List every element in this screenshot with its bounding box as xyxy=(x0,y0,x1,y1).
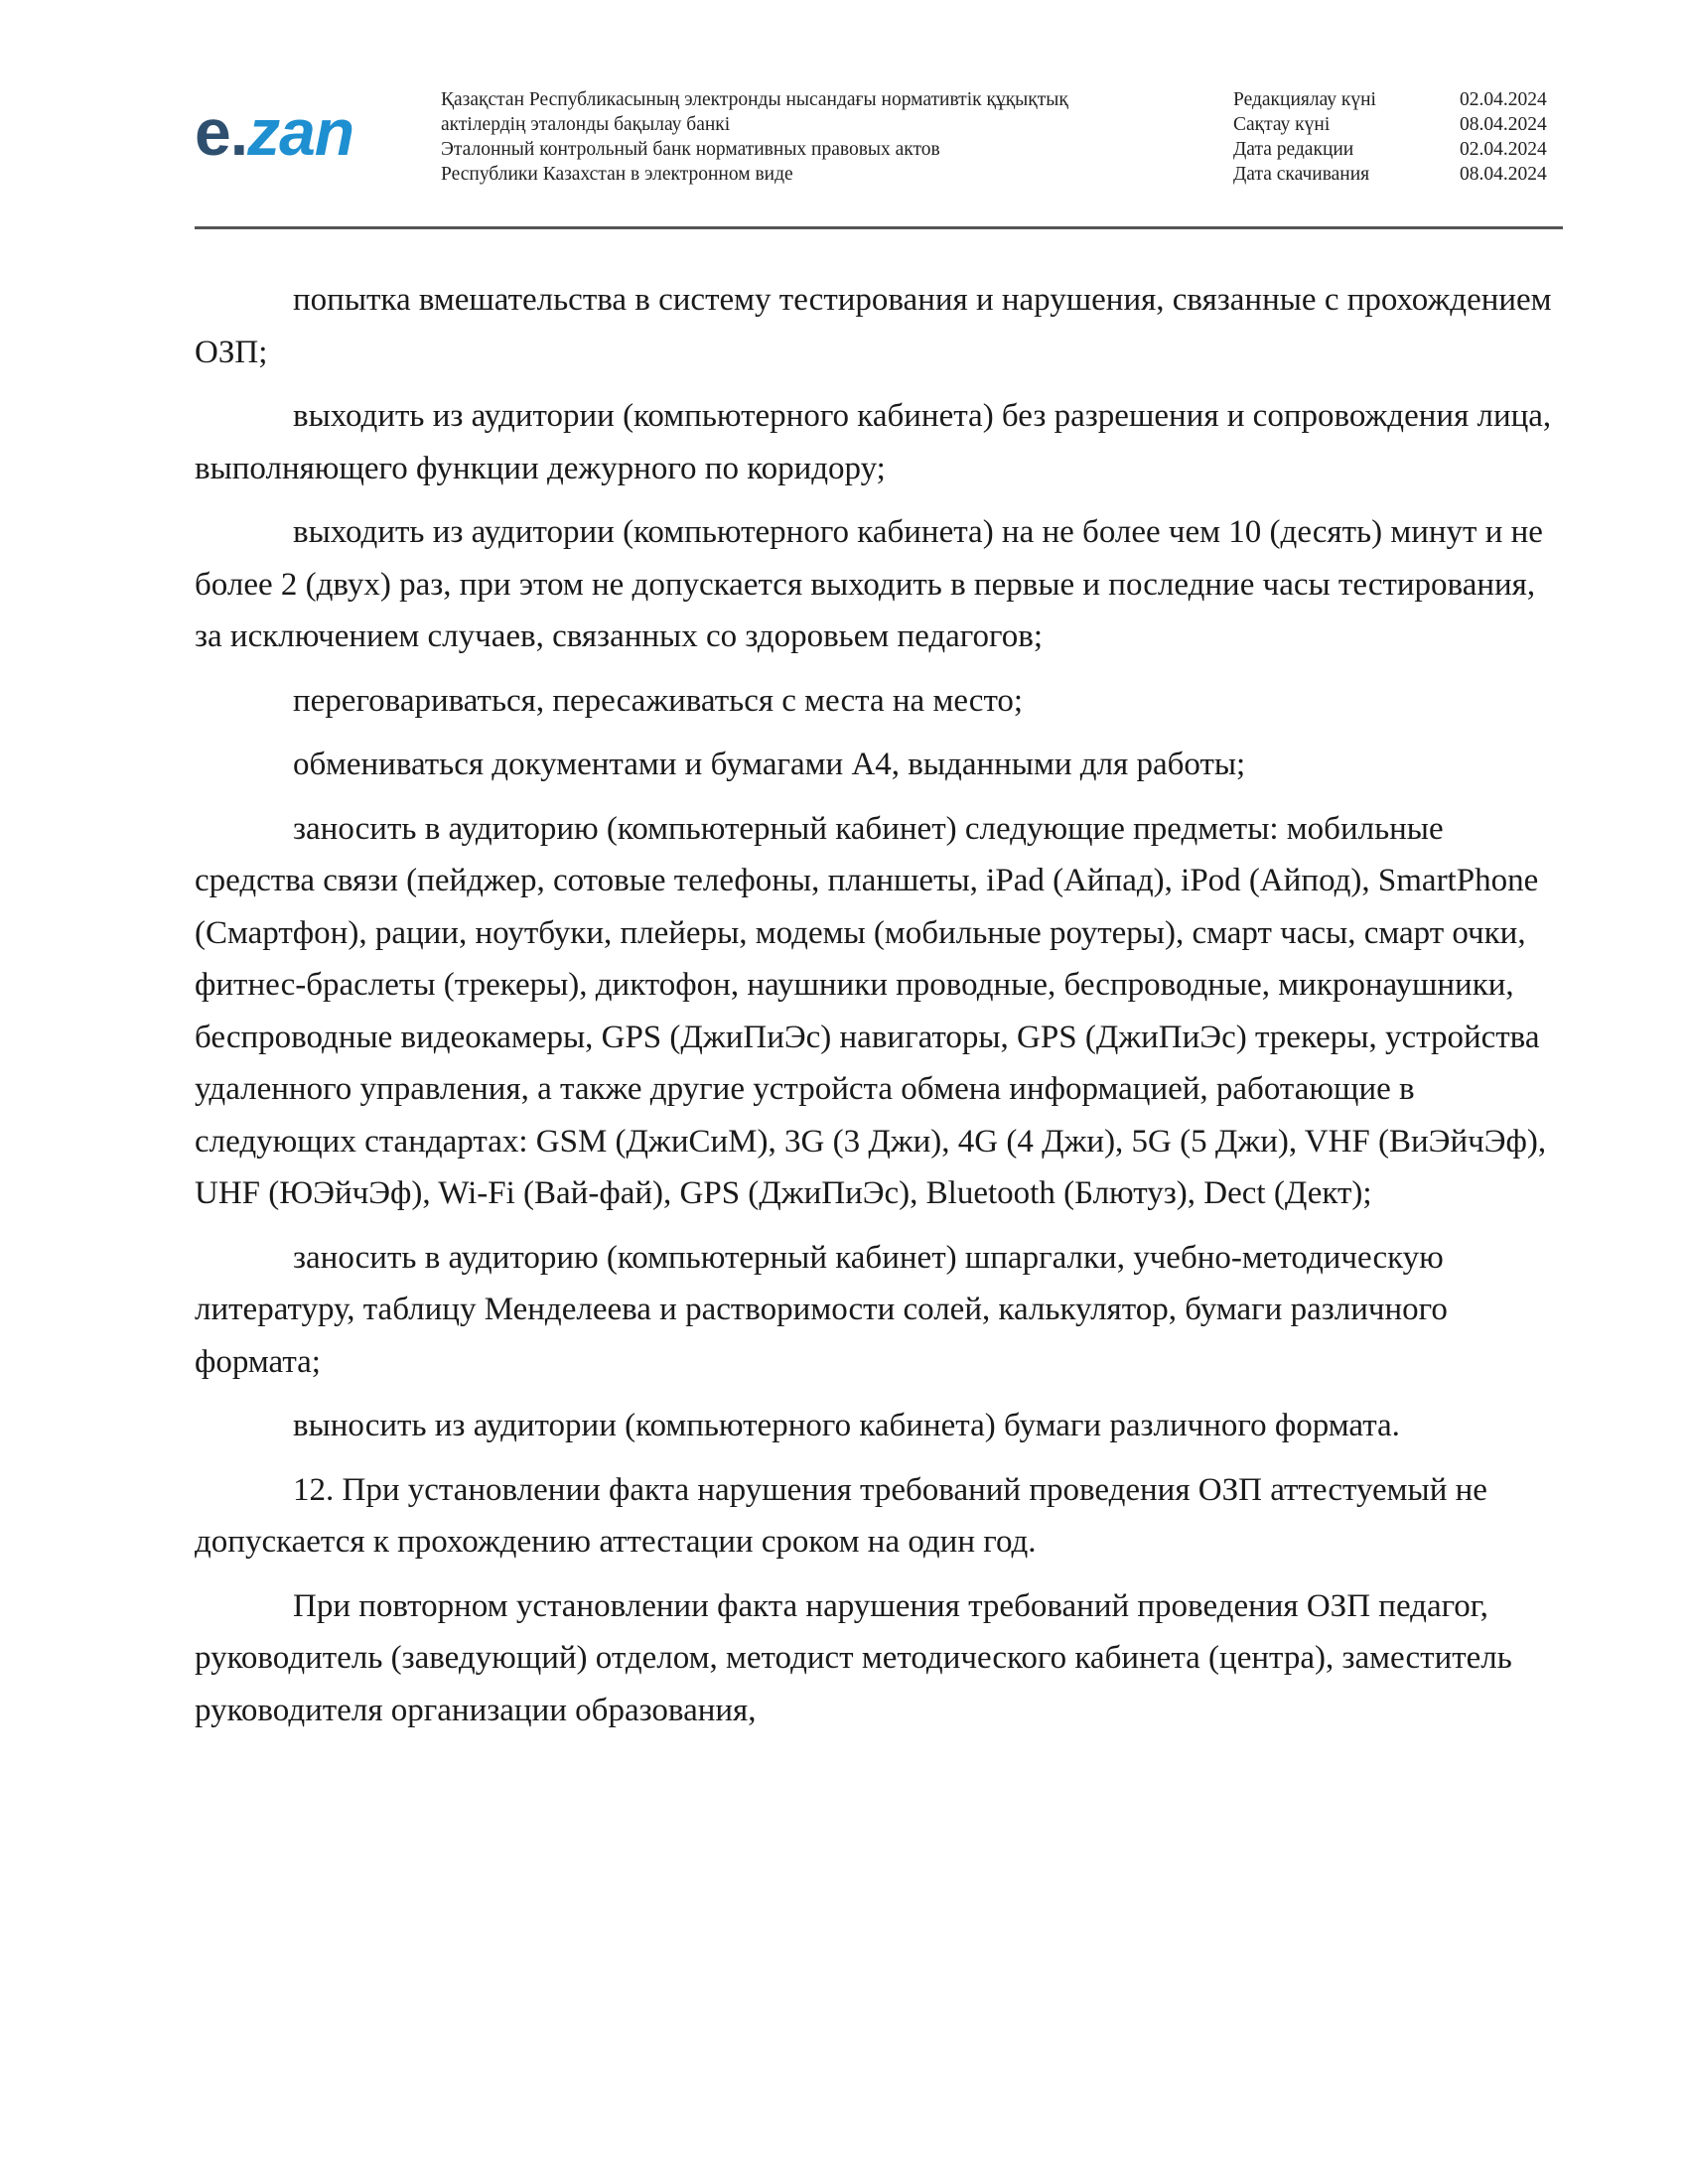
paragraph: При повторном установлении факта нарушения требований проведения ОЗП педагог, руководитель (заведующий) отделом, методист методического кабинета (центра), заместитель руководителя организации образования, xyxy=(195,1587,1512,1728)
paragraph: выходить из аудитории (компьютерного кабинета) на не более чем 10 (десять) минут и не более 2 (двух) раз, при этом не допускается выходить в первые и последние часы тестирования, за исключением случаев, связанных со здоровьем педагогов; xyxy=(195,514,1543,654)
ezan-logo xyxy=(195,95,354,169)
paragraph: заносить в аудиторию (компьютерный кабинет) следующие предметы: мобильные средства связи (пейджер, сотовые телефоны, планшеты, iPad (Айпад), iPod (Айпод), SmartPhone (Смартфон), рации, ноутбуки, плейеры, модемы (мобильные роутеры), смарт часы, смарт очки, фитнес-браслеты (трекеры), диктофон, наушники проводные, беспроводные, микронаушники, беспроводные видеокамеры, GPS (ДжиПиЭс) навигаторы, GPS (ДжиПиЭс) трекеры, устройства удаленного управления, а также другие устройста обмена информацией, работающие в следующих стандартах: GSM (ДжиСиМ), 3G (3 Джи), 4G (4 Джи), 5G (5 Джи), VHF (ВиЭйчЭф), UHF (ЮЭйчЭф), Wi-Fi (Вай-фай), GPS (ДжиПиЭс), Bluetooth (Блютуз), Dect (Дект); xyxy=(195,810,1547,1211)
bank-title-line: Эталонный контрольный банк нормативных правовых актов xyxy=(441,139,940,160)
paragraph: заносить в аудиторию (компьютерный кабинет) шпаргалки, учебно-методическую литературу, таблицу Менделеева и растворимости солей, калькулятор, бумаги различного формата; xyxy=(195,1239,1448,1380)
meta-value: 08.04.2024 xyxy=(1460,164,1547,185)
document-body xyxy=(195,274,1563,1748)
paragraph: попытка вмешательства в систему тестирования и нарушения, связанные с прохождением ОЗП; xyxy=(195,282,1552,370)
meta-row-download-date-ru xyxy=(1233,162,1563,187)
paragraph: 12. При установлении факта нарушения требований проведения ОЗП аттестуемый не допускается к прохождению аттестации сроком на один год. xyxy=(195,1471,1487,1560)
logo-dot: . xyxy=(229,95,248,169)
paragraph: обмениваться документами и бумагами А4, выданными для работы; xyxy=(293,747,1246,782)
paragraph: выносить из аудитории (компьютерного кабинета) бумаги различного формата. xyxy=(293,1408,1400,1443)
logo-e: e xyxy=(195,95,230,169)
bank-title xyxy=(441,87,1196,187)
meta-value: 02.04.2024 xyxy=(1460,89,1547,110)
meta-label: Сақтау күні xyxy=(1233,114,1331,135)
meta-label: Дата скачивания xyxy=(1233,164,1370,185)
meta-value: 02.04.2024 xyxy=(1460,139,1547,160)
meta-value: 08.04.2024 xyxy=(1460,114,1547,135)
document-dates xyxy=(1233,87,1563,187)
meta-row-save-date-kz xyxy=(1233,112,1563,137)
logo-zan: zan xyxy=(247,95,354,169)
header-divider xyxy=(195,226,1563,229)
paragraph: переговариваться, пересаживаться с места на место; xyxy=(293,682,1024,719)
meta-row-edit-date-kz xyxy=(1233,87,1563,112)
document-header xyxy=(195,87,1563,214)
meta-label: Редакциялау күні xyxy=(1233,89,1376,110)
paragraph: выходить из аудитории (компьютерного кабинета) без разрешения и сопровождения лица, выполняющего функции дежурного по коридору; xyxy=(195,398,1552,486)
bank-title-line: Қазақстан Республикасының электронды нысандағы нормативтік құқықтық xyxy=(441,89,1068,110)
bank-title-line: актілердің эталонды бақылау банкі xyxy=(441,114,731,135)
meta-label: Дата редакции xyxy=(1233,139,1354,160)
meta-row-edit-date-ru xyxy=(1233,137,1563,162)
bank-title-line: Республики Казахстан в электронном виде xyxy=(441,164,793,185)
